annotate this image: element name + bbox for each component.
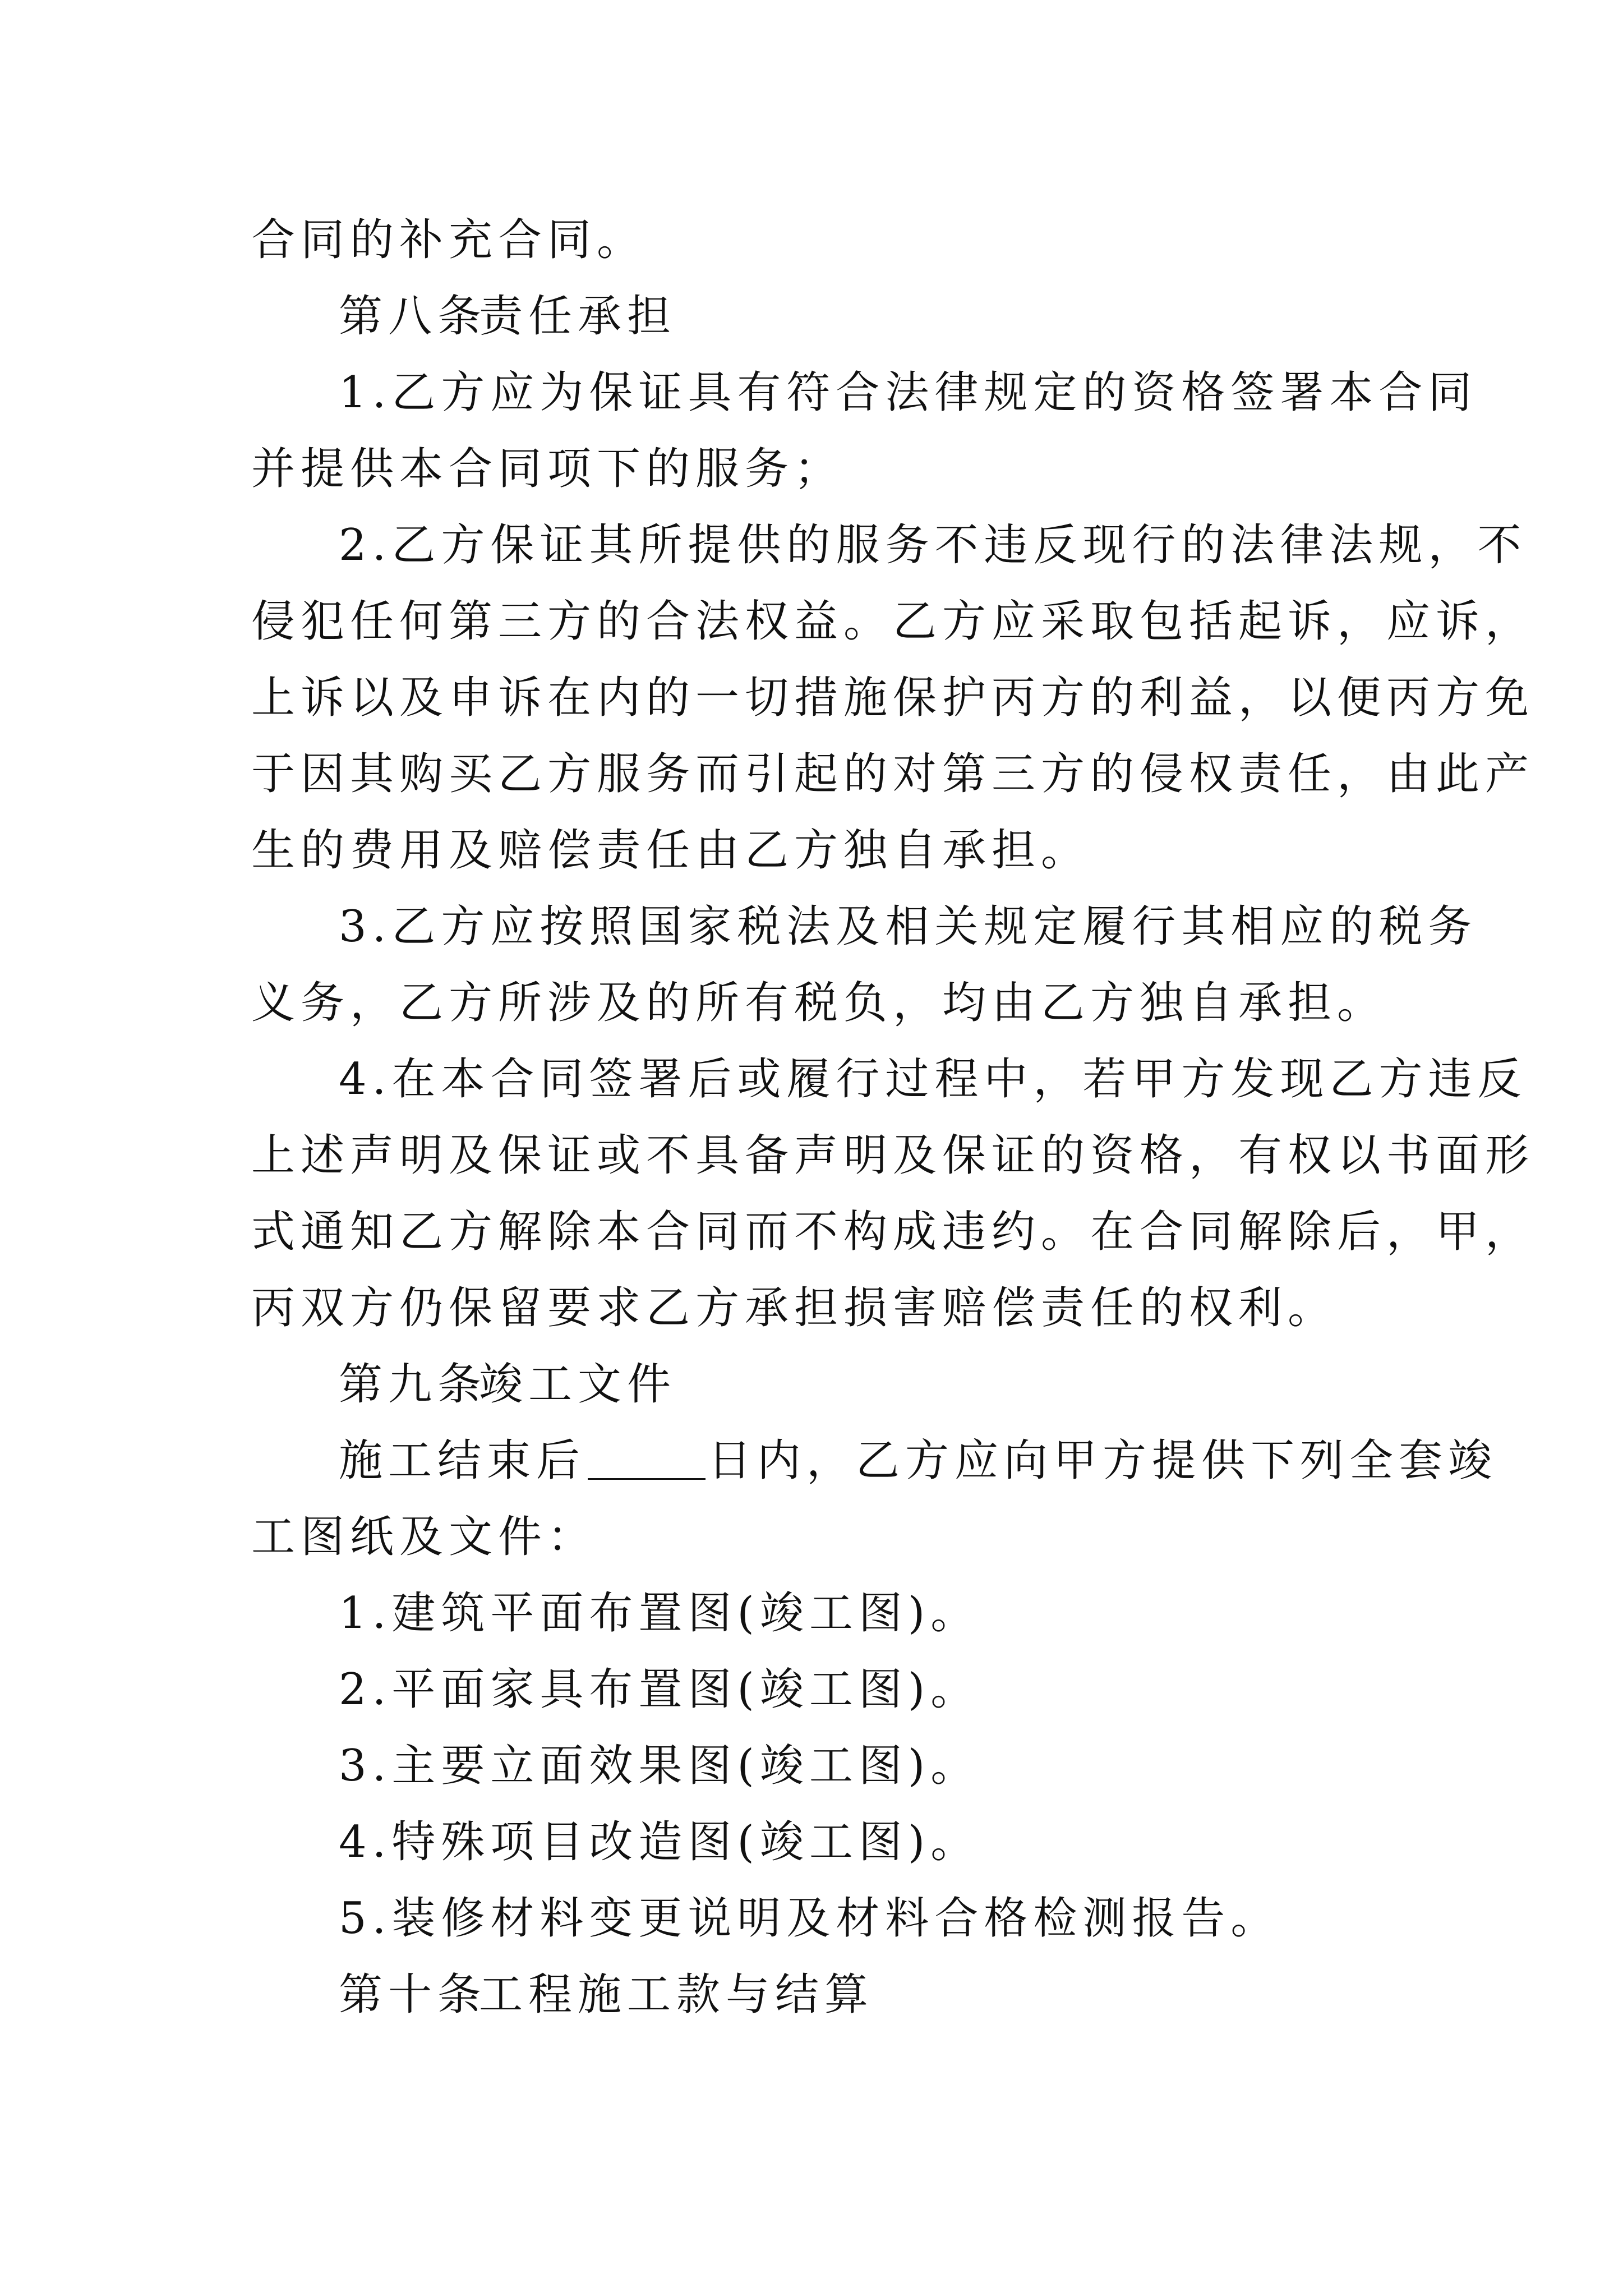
article-number: 第八条 (339, 291, 487, 342)
paragraph-line: 并提供本合同项下的服务； (251, 444, 844, 494)
paragraph-line: 2.乙方保证其所提供的服务不违反现行的法律法规，不 (339, 520, 1527, 570)
paragraph-line: 合同的补充合同。 (251, 215, 647, 265)
list-item: 1.建筑平面布置图(竣工图)。 (339, 1588, 980, 1639)
paragraph-line: 1.乙方应为保证具有符合法律规定的资格签署本合同 (339, 367, 1478, 418)
paragraph-line: 义务，乙方所涉及的所有税负，均由乙方独自承担。 (251, 978, 1387, 1028)
article-number: 第十条 (339, 1970, 487, 2020)
list-item: 3.主要立面效果图(竣工图)。 (339, 1741, 980, 1791)
paragraph-line: 工图纸及文件： (251, 1512, 597, 1562)
paragraph-line: 于因其购买乙方服务而引起的对第三方的侵权责任，由此产 (251, 749, 1535, 799)
paragraph-line: 式通知乙方解除本合同而不构成违约。在合同解除后，甲， (251, 1207, 1535, 1257)
list-item: 4.特殊项目改造图(竣工图)。 (339, 1817, 980, 1867)
list-item: 5.装修材料变更说明及材料合格检测报告。 (339, 1893, 1280, 1944)
article-8-heading (251, 278, 1390, 355)
paragraph-line: 4.在本合同签署后或履行过程中，若甲方发现乙方违反 (339, 1054, 1527, 1105)
paragraph-line: 生的费用及赔偿责任由乙方独自承担。 (251, 825, 1091, 876)
paragraph-line: 丙双方仍保留要求乙方承担损害赔偿责任的权利。 (251, 1283, 1338, 1333)
article-9-heading (251, 1346, 1390, 1423)
article-number: 第九条 (339, 1359, 487, 1410)
article-title: 责任承担 (479, 291, 677, 342)
article-title: 工程施工款与结算 (479, 1970, 874, 2020)
paragraph-line: 3.乙方应按照国家税法及相关规定履行其相应的税务 (339, 901, 1478, 952)
contract-text (251, 202, 1535, 2033)
article-title: 竣工文件 (479, 1359, 677, 1410)
paragraph-line: 侵犯任何第三方的合法权益。乙方应采取包括起诉，应诉， (251, 596, 1535, 647)
list-item: 2.平面家具布置图(竣工图)。 (339, 1664, 980, 1715)
paragraph-line (251, 1423, 1498, 1499)
text-segment: 日内，乙方应向甲方提供下列全套竣 (708, 1435, 1498, 1486)
article-10-heading (251, 1957, 1390, 2033)
paragraph-line: 上诉以及申诉在内的一切措施保护丙方的利益，以便丙方免 (251, 673, 1535, 723)
paragraph-line: 上述声明及保证或不具备声明及保证的资格，有权以书面形 (251, 1130, 1535, 1181)
text-segment: 施工结束后 (339, 1435, 586, 1486)
fill-in-blank (588, 1438, 706, 1480)
